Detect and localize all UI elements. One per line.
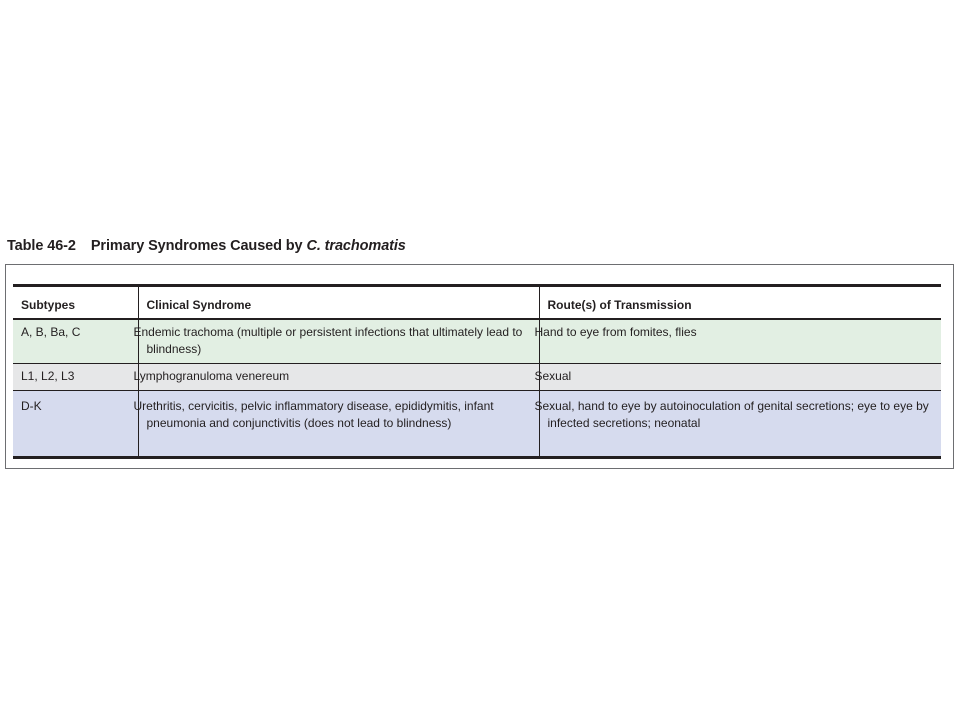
table-number: Table 46-2 xyxy=(7,238,76,254)
table-title-organism: C. trachomatis xyxy=(306,238,406,254)
cell-subtypes: L1, L2, L3 xyxy=(13,363,138,390)
column-header-clinical-syndrome: Clinical Syndrome xyxy=(138,286,539,319)
table-header-row xyxy=(13,286,941,319)
column-header-transmission: Route(s) of Transmission xyxy=(539,286,941,319)
table-title: Primary Syndromes Caused by xyxy=(90,238,307,254)
table-caption xyxy=(7,238,406,254)
cell-clinical-syndrome: Lymphogranuloma venereum xyxy=(138,363,539,390)
table-row xyxy=(13,363,941,390)
column-header-subtypes: Subtypes xyxy=(13,286,138,319)
cell-clinical-syndrome: Endemic trachoma (multiple or persistent infections that ultimately lead to blindness) xyxy=(138,319,539,364)
cell-clinical-syndrome: Urethritis, cervicitis, pelvic inflammatory disease, epididymitis, infant pneumonia and conjunctivitis (does not lead to blindness) xyxy=(138,390,539,457)
table-row xyxy=(13,390,941,457)
cell-transmission: Sexual xyxy=(539,363,941,390)
syndromes-table xyxy=(13,284,941,459)
cell-subtypes: D-K xyxy=(13,390,138,457)
cell-transmission: Sexual, hand to eye by autoinoculation of genital secretions; eye to eye by infected secretions; neonatal xyxy=(539,390,941,457)
table-row xyxy=(13,319,941,364)
cell-transmission: Hand to eye from fomites, flies xyxy=(539,319,941,364)
cell-subtypes: A, B, Ba, C xyxy=(13,319,138,364)
